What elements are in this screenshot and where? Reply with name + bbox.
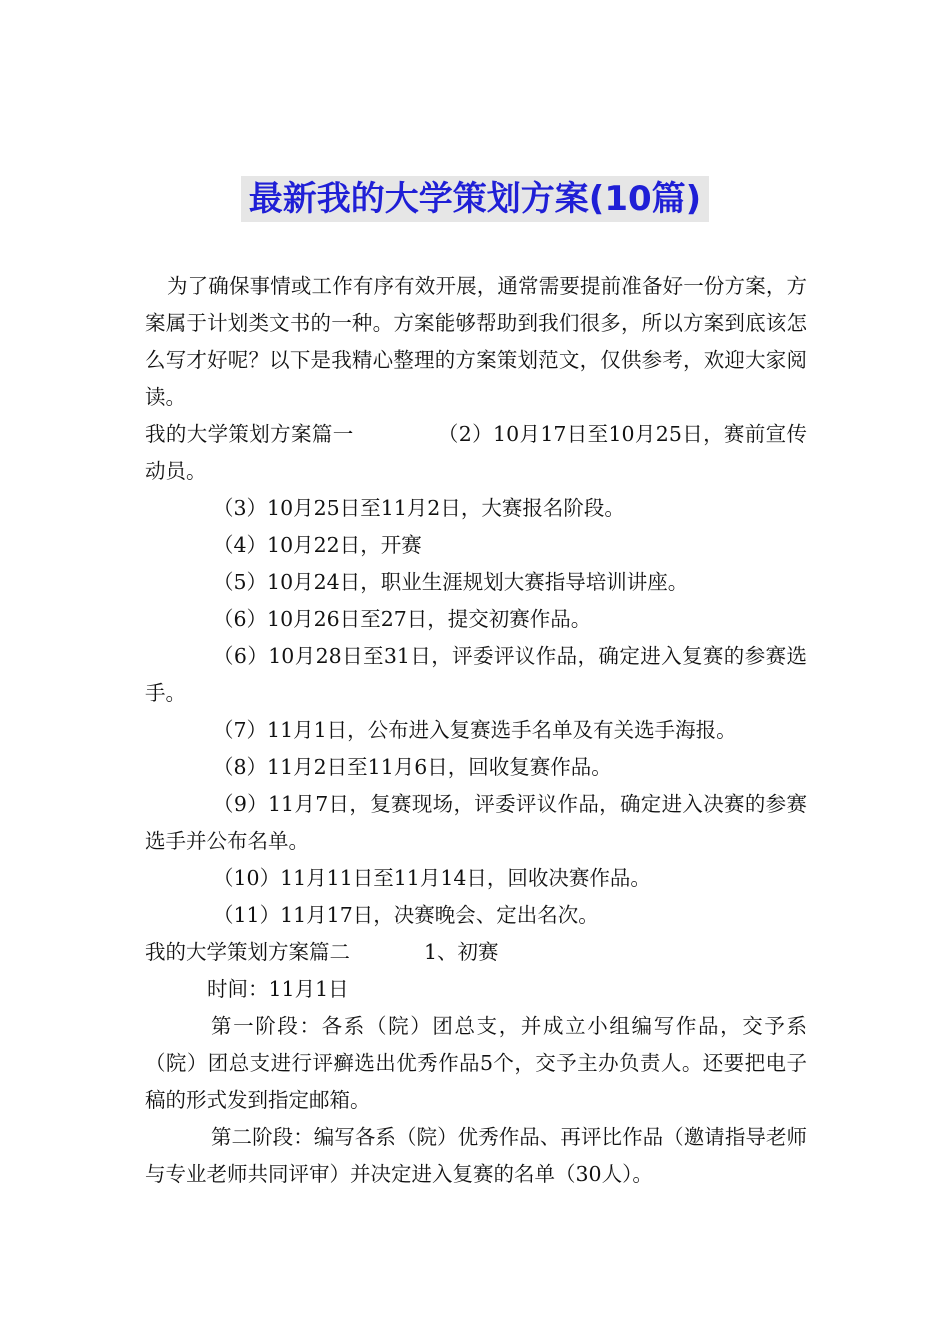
section1-item: （8）11月2日至11月6日，回收复赛作品。 [213,755,612,779]
section2-first-item: 1、初赛 [424,940,499,964]
section1-item: （5）10月24日，职业生涯规划大赛指导培训讲座。 [213,570,689,594]
section1-item: （7）11月1日，公布进入复赛选手名单及有关选手海报。 [213,718,737,742]
intro-paragraph: 为了确保事情或工作有序有效开展，通常需要提前准备好一份方案，方案属于计划类文书的一种。方案能够帮助到我们很多，所以方案到底该怎么写才好呢？以下是我精心整理的方案策划范文，仅供参考，欢迎大家阅读。 [145,274,807,409]
section1-item: （11）11月17日，决赛晚会、定出名次。 [213,903,599,927]
section1-item: （3）10月25日至11月2日，大赛报名阶段。 [213,496,625,520]
title-container [0,176,950,222]
section1-item: （6）10月26日至27日，提交初赛作品。 [213,607,592,631]
section2-time: 时间：11月1日 [207,977,349,1001]
document-body [145,268,807,1193]
section1-item: （6）10月28日至31日，评委评议作品，确定进入复赛的参赛选手。 [145,644,807,705]
section1-heading: 我的大学策划方案篇一 [145,422,354,446]
section1-first-item: （2）10月17日至10月25日，赛前宣传动员。 [145,422,807,483]
section2-stage: 第二阶段：编写各系（院）优秀作品、再评比作品（邀请指导老师与专业老师共同评审）并决定进入复赛的名单（30人）。 [145,1125,807,1186]
section1-item: （9）11月7日，复赛现场，评委评议作品，确定进入决赛的参赛选手并公布名单。 [145,792,807,853]
section2-heading: 我的大学策划方案篇二 [145,940,350,964]
section1-first-line [145,416,807,490]
section2-stage: 第一阶段：各系（院）团总支，并成立小组编写作品，交予系（院）团总支进行评癣选出优秀作品5个，交予主办负责人。还要把电子稿的形式发到指定邮箱。 [145,1014,807,1112]
section2-first-line [145,934,807,971]
section1-item: （4）10月22日，开赛 [213,533,422,557]
document-title: 最新我的大学策划方案(10篇) [241,176,709,222]
section1-item: （10）11月11日至11月14日，回收决赛作品。 [213,866,651,890]
